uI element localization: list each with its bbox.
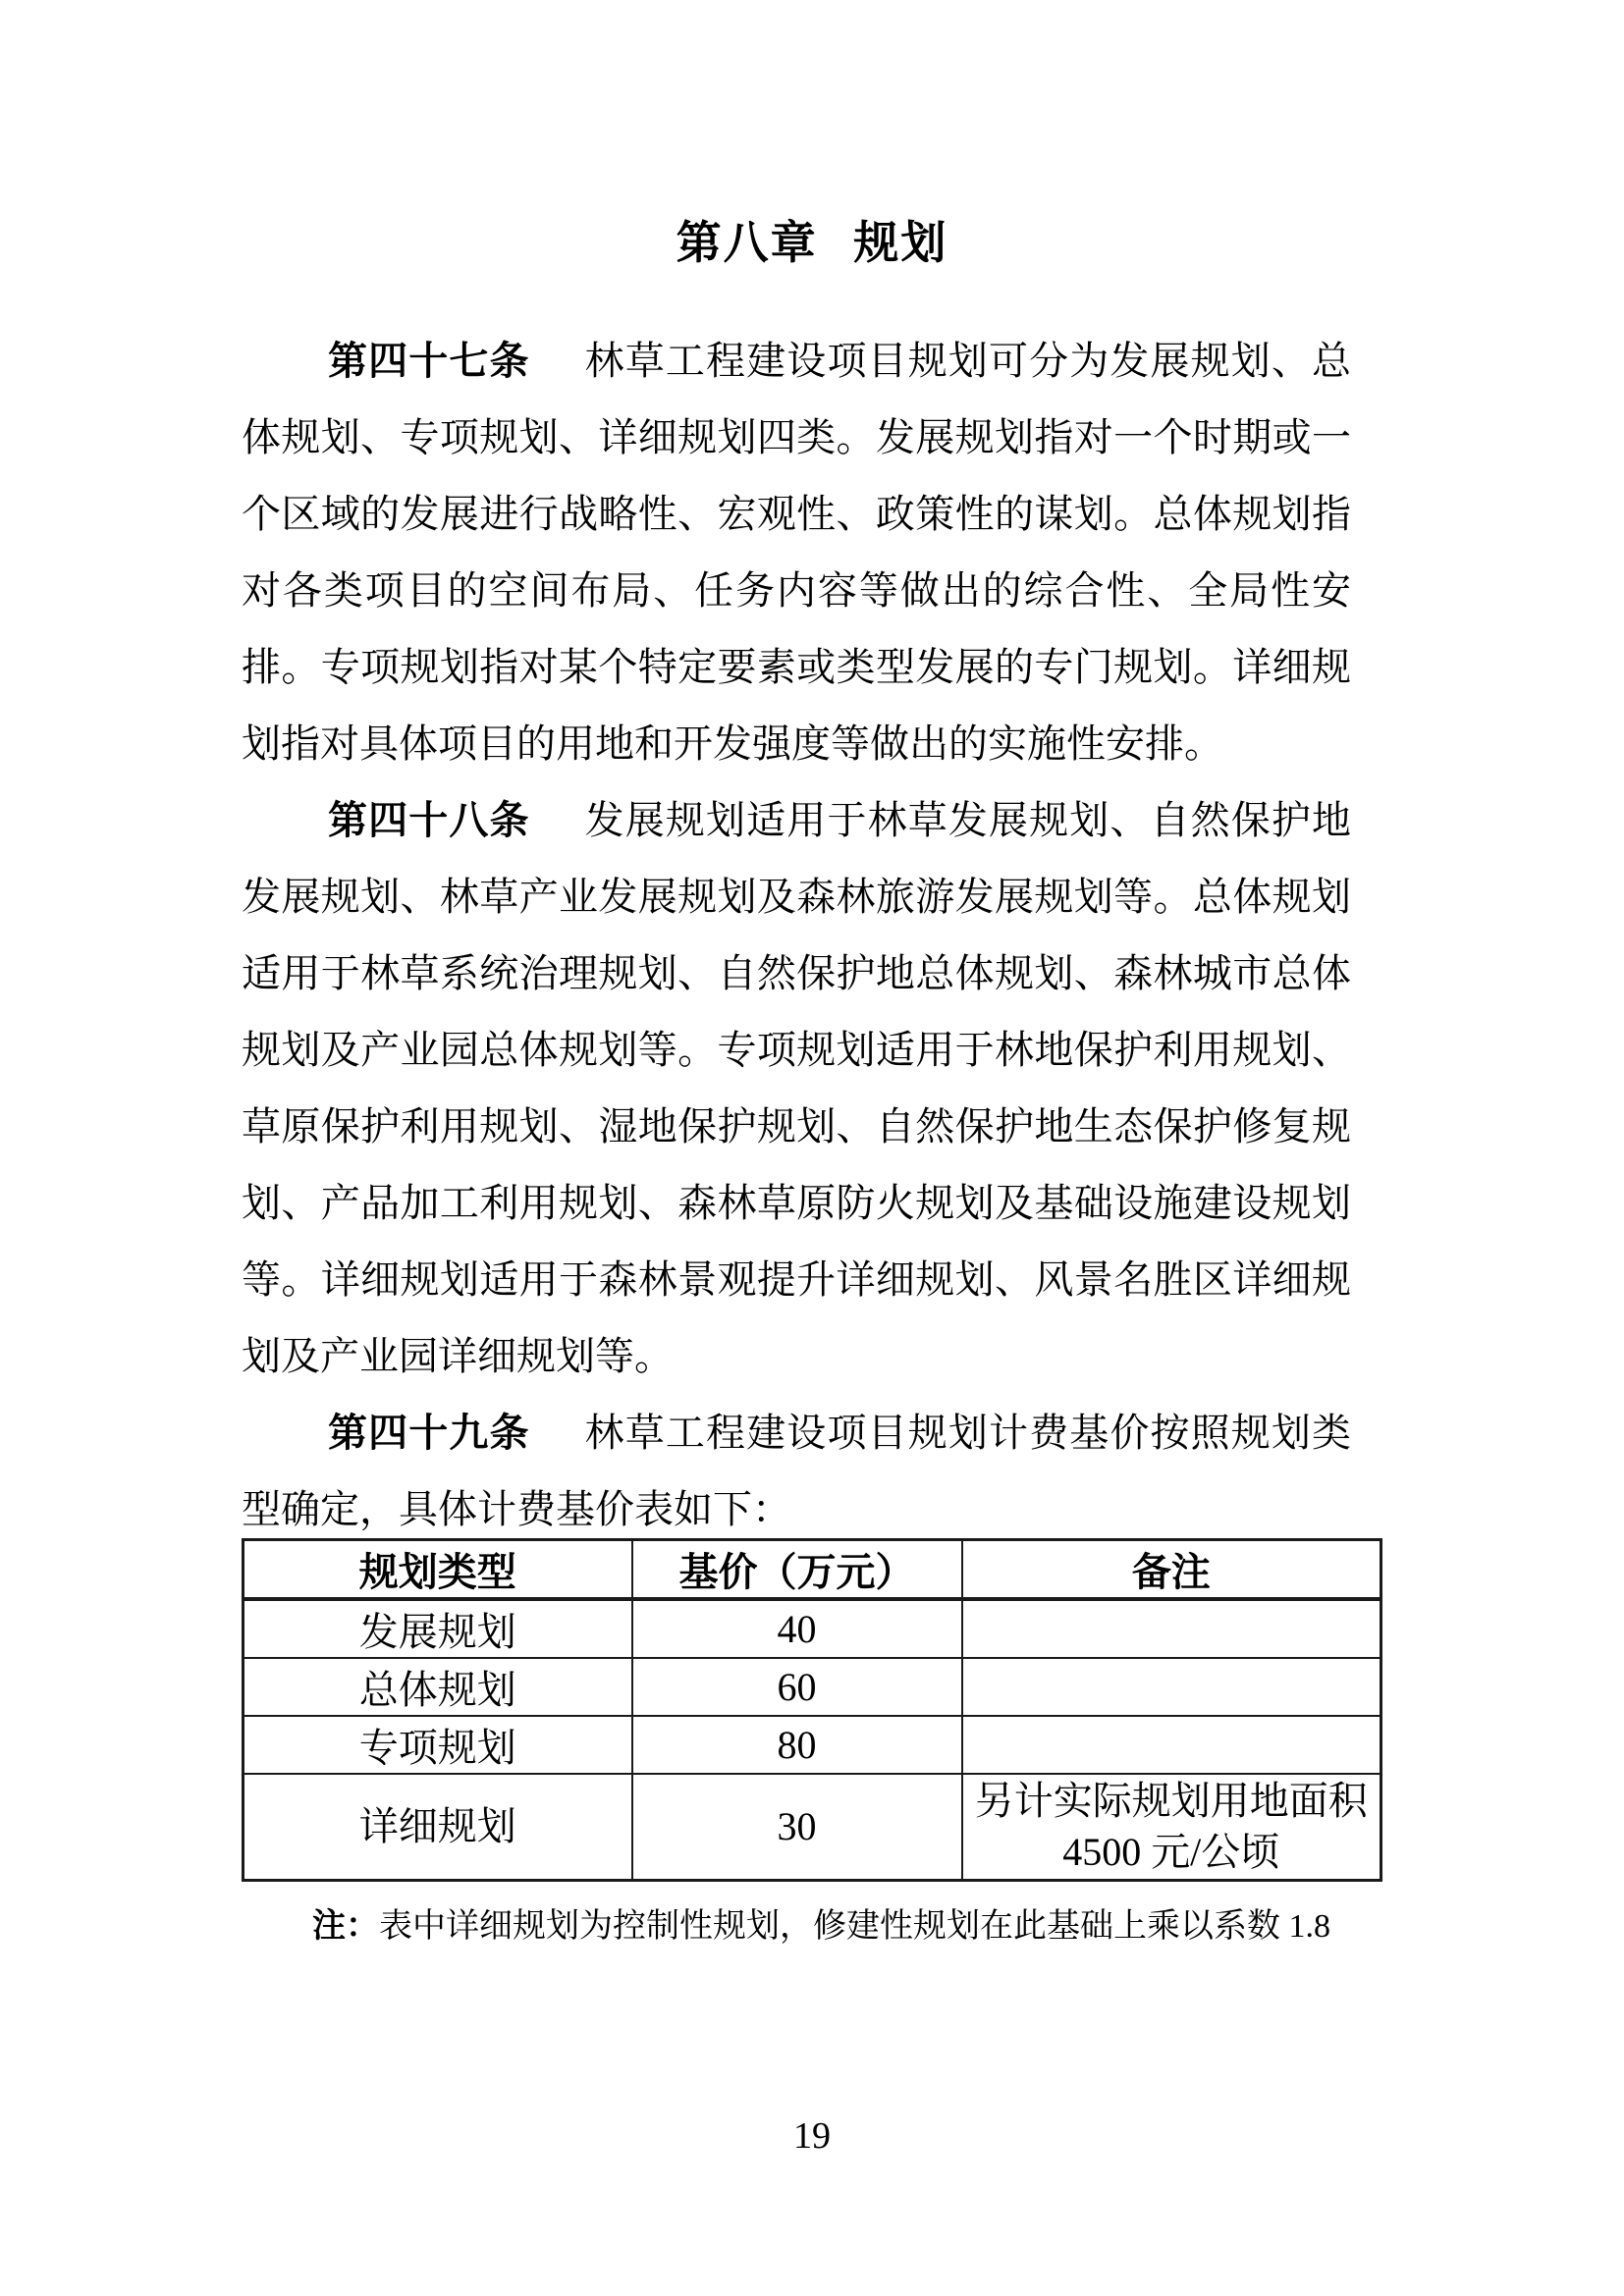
page-number: 19 [793,2115,831,2157]
article-48-label: 第四十八条 [328,798,530,842]
plan-type-cell: 总体规划 [244,1658,632,1716]
table-row [244,1599,1381,1658]
article-49-text: 林草工程建设项目规划计费基价按照规划类型确定，具体计费基价表如下： [242,1411,1352,1531]
base-price-cell: 80 [632,1716,962,1774]
plan-type-cell: 发展规划 [244,1599,632,1658]
table-footnote [312,1905,1351,1949]
table-row [244,1774,1381,1881]
base-price-cell: 30 [632,1774,962,1881]
article-49-label: 第四十九条 [328,1411,530,1455]
chapter-title: 第八章 规划 [676,217,948,268]
table-header-base-price: 基价（万元） [632,1540,962,1600]
base-price-cell: 60 [632,1658,962,1716]
note-cell: 另计实际规划用地面积 4500 元/公顷 [962,1774,1381,1881]
paragraph-article-48 [242,782,1351,1395]
note-cell [962,1599,1381,1658]
footnote-text: 表中详细规划为控制性规划，修建性规划在此基础上乘以系数 1.8 [379,1908,1330,1945]
table-header-row [244,1540,1381,1600]
article-47-label: 第四十七条 [328,339,530,383]
article-48-text: 发展规划适用于林草发展规划、自然保护地发展规划、林草产业发展规划及森林旅游发展规划等。总体规划适用于林草系统治理规划、自然保护地总体规划、森林城市总体规划及产业园总体规划等。专项规划适用于林地保护利用规划、草原保护利用规划、湿地保护规划、自然保护地生态保护修复规划、产品加工利用规划、森林草原防火规划及基础设施建设规划等。详细规划适用于森林景观提升详细规划、风景名胜区详细规划及产业园详细规划等。 [242,798,1352,1378]
paragraph-article-47 [242,323,1351,782]
note-cell [962,1658,1381,1716]
table-row [244,1658,1381,1716]
document-body [242,323,1368,1949]
plan-type-cell: 详细规划 [244,1774,632,1881]
table-row [244,1716,1381,1774]
table-header-note: 备注 [962,1540,1381,1600]
paragraph-article-49 [242,1395,1351,1548]
planning-fee-table [242,1538,1382,1882]
note-cell [962,1716,1381,1774]
plan-type-cell: 专项规划 [244,1716,632,1774]
table-header-plan-type: 规划类型 [244,1540,632,1600]
footnote-label: 注： [312,1908,379,1945]
base-price-cell: 40 [632,1599,962,1658]
article-47-text: 林草工程建设项目规划可分为发展规划、总体规划、专项规划、详细规划四类。发展规划指对一个时期或一个区域的发展进行战略性、宏观性、政策性的谋划。总体规划指对各类项目的空间布局、任务内容等做出的综合性、全局性安排。专项规划指对某个特定要素或类型发展的专门规划。详细规划指对具体项目的用地和开发强度等做出的实施性安排。 [242,339,1352,766]
